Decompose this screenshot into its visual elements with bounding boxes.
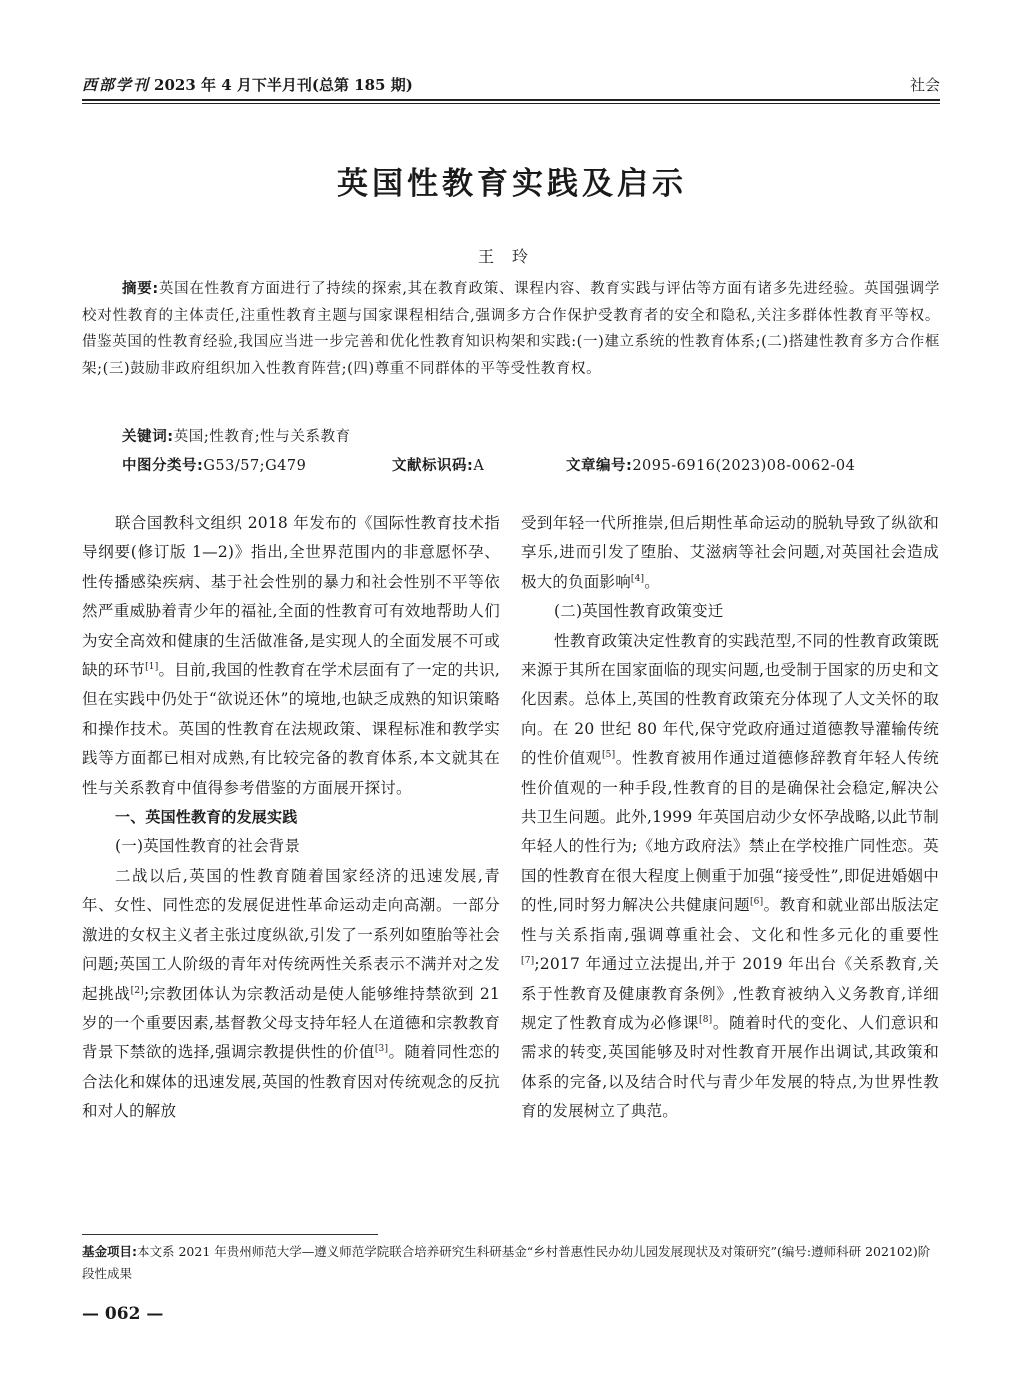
paragraph: 联合国教科文组织 2018 年发布的《国际性教育技术指导纲要(修订版 1—2)》指出,全世界范围内的非意愿怀孕、性传播感染疾病、基于社会性别的暴力和社会性别不平等依然严重威胁着青少年的福祉,全面的性教育可有效地帮助人们为安全高效和健康的生活做准备,是实现人的全面发展不可或缺的环节[1]。目前,我国的性教育在学术层面有了一定的共识,但在实践中仍处于“欲说还休”的境地,也缺乏成熟的知识策略和操作技术。英国的性教育在法规政策、课程标准和教学实践等方面都已相对成熟,有比较完备的教育体系,本文就其在性与关系教育中值得参考借鉴的方面展开探讨。	[82, 514, 500, 797]
journal-logo: 西部学刊	[82, 76, 151, 94]
clc-number	[122, 454, 306, 475]
abstract-label: 摘要:	[122, 281, 159, 297]
citation[interactable]: [1]	[145, 661, 159, 672]
clc-value: G53/57;G479	[203, 458, 307, 474]
footnote-rule	[82, 1234, 378, 1235]
abstract	[82, 276, 940, 382]
header-rule	[82, 99, 940, 101]
keywords-label: 关键词:	[122, 429, 174, 445]
section-heading: 一、英国性教育的发展实践	[115, 808, 298, 827]
article-title: 英国性教育实践及启示	[337, 166, 687, 202]
abstract-text: 英国在性教育方面进行了持续的探索,其在教育政策、课程内容、教育实践与评估等方面有诸多先进经验。英国强调学校对性教育的主体责任,注重性教育主题与国家课程相结合,强调多方合作保护受教育者的安全和隐私,关注多群体性教育平等权。借鉴英国的性教育经验,我国应当进一步完善和优化性教育知识构架和实践:(一)建立系统的性教育体系;(二)搭建性教育多方合作框架;(三)鼓励非政府组织加入性教育阵营;(四)尊重不同群体的平等受性教育权。	[82, 281, 940, 377]
issue-info: 2023 年 4 月下半月刊(总第 185 期)	[154, 76, 413, 94]
paragraph: 性教育政策决定性教育的实践范型,不同的性教育政策既来源于其所在国家面临的现实问题,也受制于国家的历史和文化因素。总体上,英国的性教育政策充分体现了人文关怀的取向。在 20 世纪 80 年代,保守党政府通过道德教导灌输传统的性价值观[5]。性教育被用作通过道德修辞教育年轻人传统性价值观的一种手段,性教育的目的是确保社会稳定,解决公共卫生问题。此外,1999 年英国启动少女怀孕战略,以此节制年轻人的性行为;《地方政府法》禁止在学校推广同性恋。英国的性教育在很大程度上侧重于加强“接受性”,即促进婚姻中的性,同时努力解决公共健康问题[6]。教育和就业部出版法定性与关系指南,强调尊重社会、文化和性多元化的重要性[7];2017 年通过立法提出,并于 2019 年出台《关系教育,关系于性教育及健康教育条例》,性教育被纳入义务教育,详细规定了性教育成为必修课[8]。随着时代的变化、人们意识和需求的转变,英国能够及时对性教育开展作出调试,其政策和体系的完备,以及结合时代与青少年发展的特点,为世界性教育的发展树立了典范。	[521, 631, 939, 1121]
subsection-heading: (一)英国性教育的社会背景	[115, 837, 301, 856]
header-rule-thin	[82, 103, 940, 104]
running-header	[82, 70, 940, 100]
funding-footnote	[82, 1241, 940, 1285]
citation[interactable]: [7]	[521, 955, 535, 966]
keywords	[122, 425, 351, 446]
citation[interactable]: [4]	[630, 573, 645, 584]
paragraph: 受到年轻一代所推崇,但后期性革命运动的脱轨导致了纵欲和享乐,进而引发了堕胎、艾滋病等社会问题,对英国社会造成极大的负面影响[4]。	[521, 514, 939, 591]
page-number: — 062 —	[82, 1304, 164, 1324]
doc-value: A	[473, 458, 485, 474]
left-column	[82, 509, 500, 1127]
doc-label: 文献标识码:	[392, 458, 474, 474]
subsection-heading: (二)英国性教育政策变迁	[554, 602, 724, 621]
citation[interactable]: [3]	[374, 1044, 389, 1055]
section-label: 社会	[909, 76, 940, 94]
keywords-text: 英国;性教育;性与关系教育	[173, 429, 351, 445]
art-label: 文章编号:	[566, 458, 633, 474]
citation[interactable]: [5]	[601, 750, 616, 761]
article-number	[566, 454, 855, 475]
article-author: 王玲	[477, 247, 546, 266]
art-value: 2095-6916(2023)08-0062-04	[632, 458, 856, 474]
journal-issue	[82, 74, 413, 95]
right-column	[521, 509, 939, 1127]
doc-code	[392, 454, 484, 475]
funding-text: 本文系 2021 年贵州师范大学—遵义师范学院联合培养研究生科研基金“乡村普惠性民办幼儿园发展现状及对策研究”(编号:遵师科研 202102)阶段性成果	[82, 1244, 931, 1281]
paragraph: 二战以后,英国的性教育随着国家经济的迅速发展,青年、女性、同性恋的发展促进性革命运动走向高潮。一部分激进的女权主义者主张过度纵欲,引发了一系列如堕胎等社会问题;英国工人阶级的青年对传统两性关系表示不满并对之发起挑战[2];宗教团体认为宗教活动是使人能够维持禁欲到 21 岁的一个重要因素,基督教父母支持年轻人在道德和宗教教育背景下禁欲的选择,强调宗教提供性的价值[3]。随着同性恋的合法化和媒体的迅速发展,英国的性教育因对传统观念的反抗和对人的解放	[82, 866, 500, 1121]
funding-label: 基金项目:	[82, 1244, 137, 1259]
citation[interactable]: [8]	[699, 1014, 713, 1025]
citation[interactable]: [6]	[749, 897, 764, 908]
citation[interactable]: [2]	[130, 985, 145, 996]
clc-label: 中图分类号:	[122, 458, 204, 474]
